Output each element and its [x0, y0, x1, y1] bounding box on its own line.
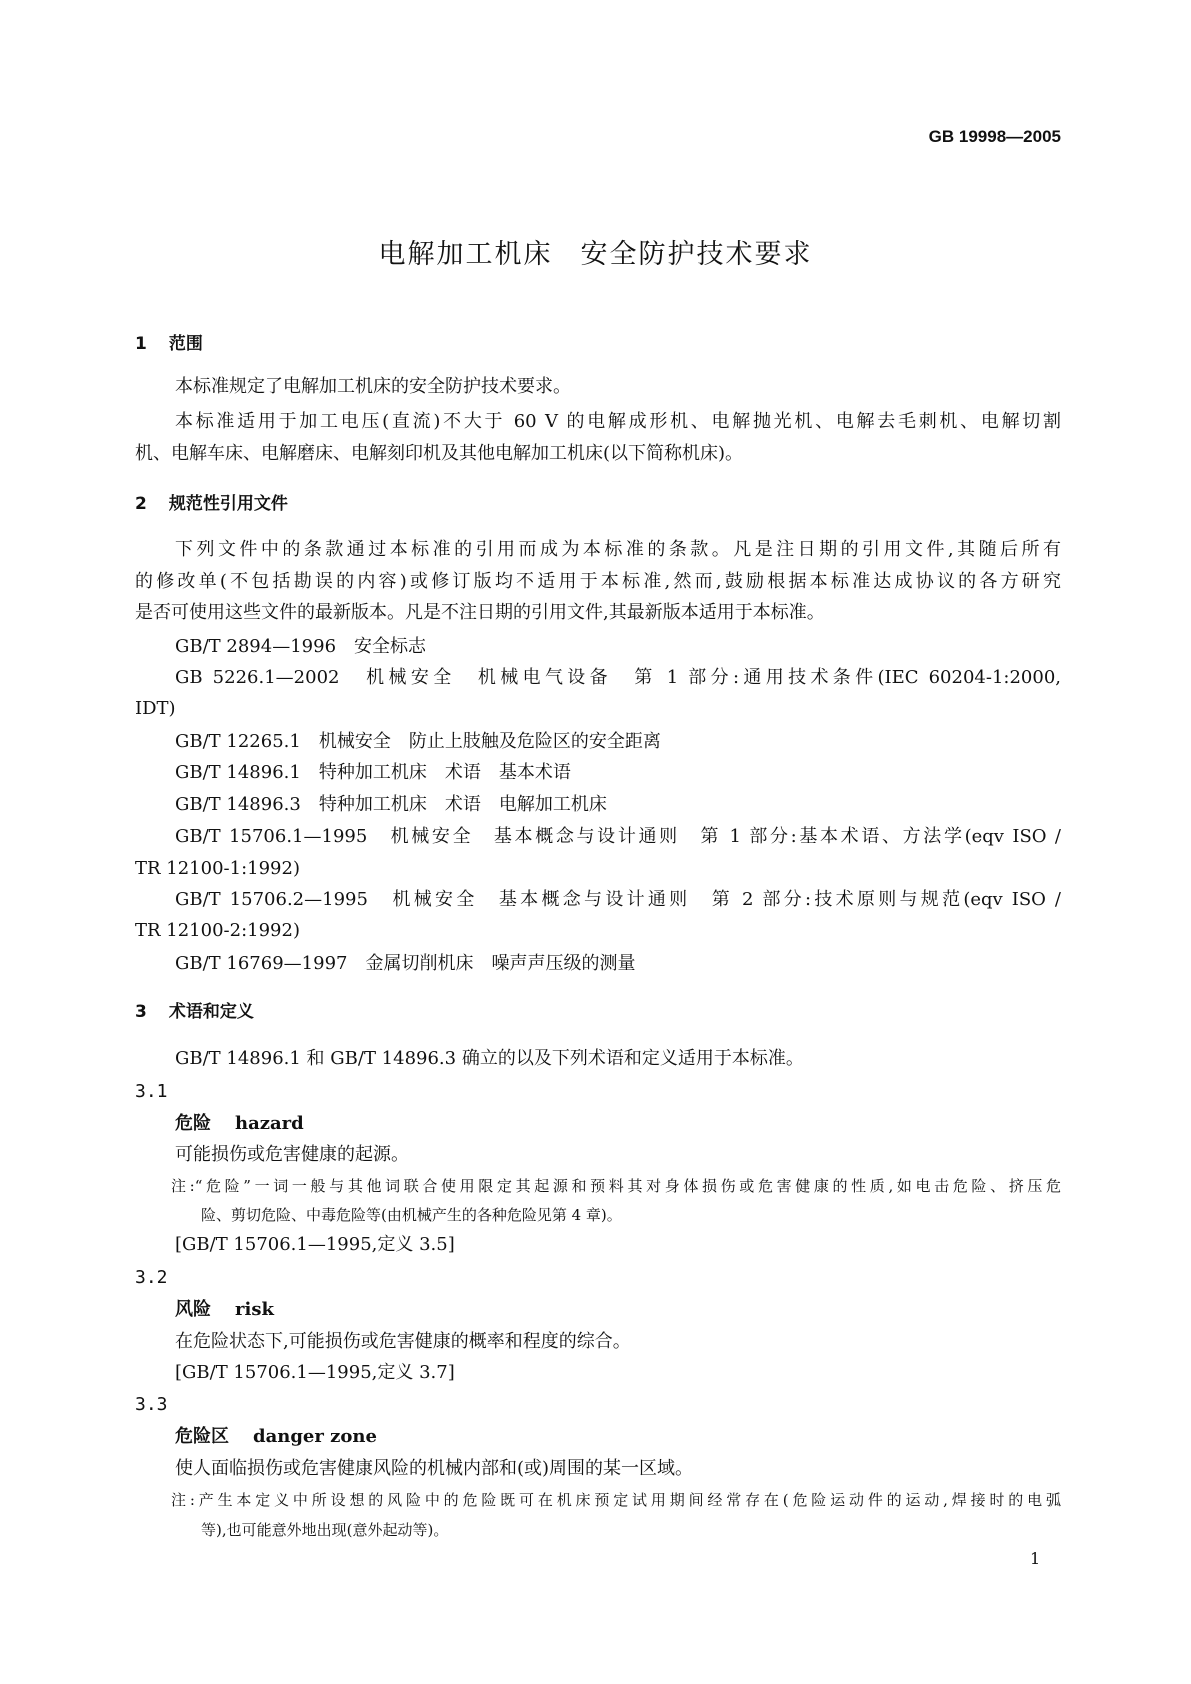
reference-item: GB/T 16769—1997 金属切削机床 噪声声压级的测量	[175, 953, 636, 974]
reference-item-cont: TR 12100-1:1992)	[135, 858, 300, 879]
paragraph: 本标准规定了电解加工机床的安全防护技术要求。	[175, 376, 571, 397]
reference-item: GB/T 15706.1—1995 机械安全 基本概念与设计通则 第 1 部分:基本术语、方法学(eqv ISO /	[175, 826, 1061, 847]
term-note-cont: 等),也可能意外地出现(意外起动等)。	[201, 1521, 449, 1539]
section-heading-1: 1 范围	[135, 334, 203, 354]
reference-item-cont: IDT)	[135, 698, 176, 719]
reference-item-cont: TR 12100-2:1992)	[135, 920, 300, 941]
term-number: 3.3	[135, 1394, 168, 1415]
reference-item: GB/T 15706.2—1995 机械安全 基本概念与设计通则 第 2 部分:技术原则与规范(eqv ISO /	[175, 889, 1061, 910]
term-note-cont: 险、剪切危险、中毒危险等(由机械产生的各种危险见第 4 章)。	[201, 1206, 622, 1224]
reference-item: GB/T 2894—1996 安全标志	[175, 636, 427, 657]
reference-item: GB/T 14896.3 特种加工机床 术语 电解加工机床	[175, 794, 607, 815]
term-number: 3.2	[135, 1267, 168, 1288]
term-definition: 使人面临损伤或危害健康风险的机械内部和(或)周围的某一区域。	[175, 1458, 694, 1479]
reference-item: GB 5226.1—2002 机械安全 机械电气设备 第 1 部分:通用技术条件(IEC 60204-1:2000,	[175, 667, 1061, 688]
term-title: 风险 risk	[175, 1299, 274, 1320]
paragraph: 本标准适用于加工电压(直流)不大于 60 V 的电解成形机、电解抛光机、电解去毛刺机、电解切割	[175, 411, 1061, 432]
paragraph: 的修改单(不包括勘误的内容)或修订版均不适用于本标准,然而,鼓励根据本标准达成协议的各方研究	[135, 571, 1061, 592]
standard-number: GB 19998—2005	[928, 127, 1061, 146]
term-number: 3.1	[135, 1081, 168, 1102]
reference-item: GB/T 12265.1 机械安全 防止上肢触及危险区的安全距离	[175, 731, 661, 752]
paragraph: 机、电解车床、电解磨床、电解刻印机及其他电解加工机床(以下简称机床)。	[135, 443, 744, 464]
term-definition: 在危险状态下,可能损伤或危害健康的概率和程度的综合。	[175, 1331, 631, 1352]
term-title: 危险区 danger zone	[175, 1426, 377, 1447]
paragraph: GB/T 14896.1 和 GB/T 14896.3 确立的以及下列术语和定义适用于本标准。	[175, 1048, 804, 1069]
term-note: 注:“危险”一词一般与其他词联合使用限定其起源和预料其对身体损伤或危害健康的性质,如电击危险、挤压危	[171, 1177, 1061, 1195]
page-number: 1	[1030, 1549, 1041, 1568]
section-heading-3: 3 术语和定义	[135, 1002, 254, 1022]
term-note: 注:产生本定义中所设想的风险中的危险既可在机床预定试用期间经常存在(危险运动件的运动,焊接时的电弧	[171, 1491, 1061, 1509]
term-title: 危险 hazard	[175, 1113, 304, 1134]
term-source: [GB/T 15706.1—1995,定义 3.5]	[175, 1234, 455, 1255]
paragraph: 下列文件中的条款通过本标准的引用而成为本标准的条款。凡是注日期的引用文件,其随后所有	[175, 539, 1061, 560]
title-part2: 安全防护技术要求	[580, 239, 813, 270]
term-source: [GB/T 15706.1—1995,定义 3.7]	[175, 1362, 455, 1383]
term-definition: 可能损伤或危害健康的起源。	[175, 1144, 409, 1165]
section-heading-2: 2 规范性引用文件	[135, 494, 288, 514]
paragraph: 是否可使用这些文件的最新版本。凡是不注日期的引用文件,其最新版本适用于本标准。	[135, 602, 825, 623]
page-title	[0, 232, 1191, 271]
title-part1: 电解加工机床	[378, 239, 553, 270]
reference-item: GB/T 14896.1 特种加工机床 术语 基本术语	[175, 762, 571, 783]
